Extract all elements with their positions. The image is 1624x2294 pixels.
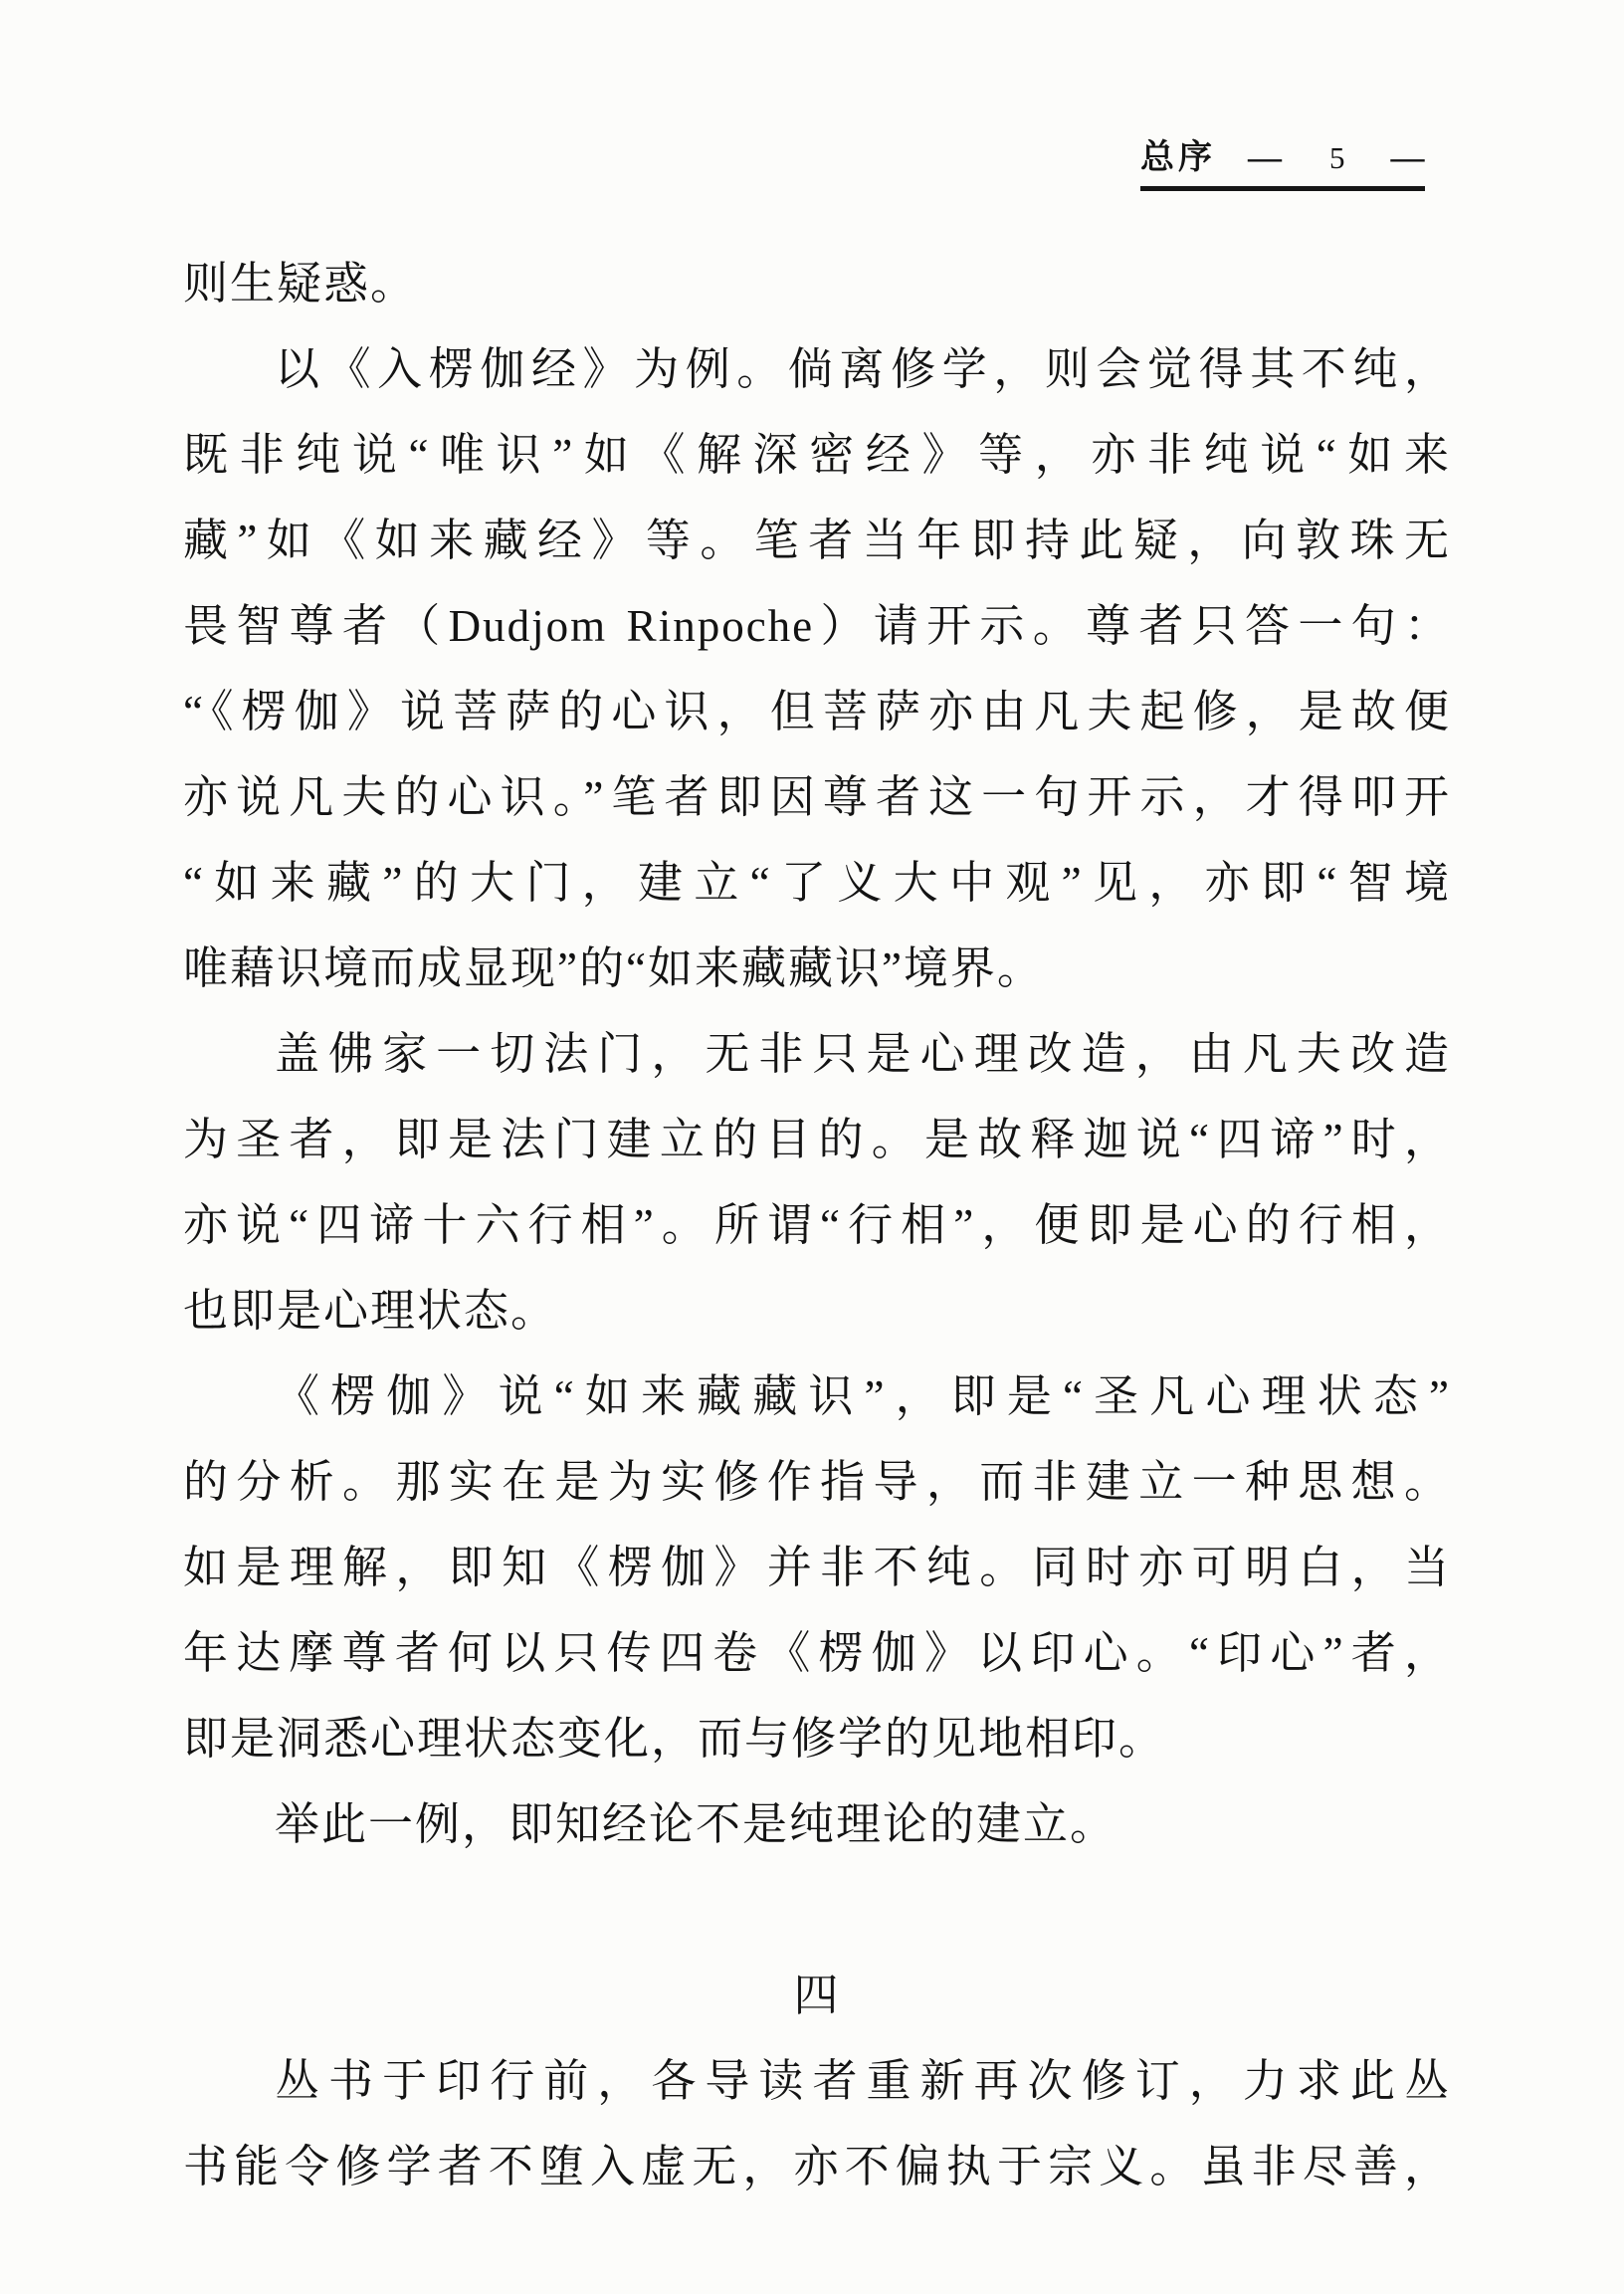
text-line: 唯藉识境而成显现”的“如来藏藏识”境界。 — [183, 943, 1044, 993]
text-line: 亦说凡夫的心识。”笔者即因尊者这一句开示，才得叩开 — [183, 772, 1451, 822]
text-line: 年达摩尊者何以只传四卷《楞伽》以印心。“印心”者， — [183, 1628, 1451, 1678]
page-number: 5 — [1329, 140, 1345, 175]
text-line: 举此一例，即知经论不是纯理论的建立。 — [275, 1799, 1117, 1849]
text-line: 以《入楞伽经》为例。倘离修学，则会觉得其不纯， — [275, 344, 1451, 394]
page-header — [1140, 139, 1425, 191]
text-line: 则生疑惑。 — [183, 259, 418, 309]
text-line: 亦说“四谛十六行相”。所谓“行相”，便即是心的行相， — [183, 1200, 1451, 1250]
text-line: 书能令修学者不堕入虚无，亦不偏执于宗义。虽非尽善， — [183, 2142, 1451, 2191]
text-line: “如来藏”的大门，建立“了义大中观”见，亦即“智境 — [183, 858, 1451, 908]
text-line: 藏”如《如来藏经》等。笔者当年即持此疑，向敦珠无 — [183, 516, 1451, 565]
text-line: 丛书于印行前，各导读者重新再次修订，力求此丛 — [275, 2056, 1451, 2106]
header-dash-right: — — [1390, 139, 1425, 176]
body-text — [183, 241, 1451, 2209]
text-line: 如是理解，即知《楞伽》并非不纯。同时亦可明白，当 — [183, 1543, 1451, 1592]
text-line: 也即是心理状态。 — [183, 1286, 558, 1336]
text-line: 的分析。那实在是为实修作指导，而非建立一种思想。 — [183, 1457, 1451, 1507]
text-line: 即是洞悉心理状态变化，而与修学的见地相印。 — [183, 1714, 1166, 1764]
text-line: “《楞伽》说菩萨的心识，但菩萨亦由凡夫起修，是故便 — [183, 687, 1451, 736]
text-line: 畏智尊者（Dudjom Rinpoche）请开示。尊者只答一句： — [183, 601, 1451, 651]
paragraph-spacer — [183, 1867, 1451, 1953]
header-dash-left: — — [1248, 139, 1282, 176]
section-heading: 四 — [793, 1971, 841, 2020]
text-line: 为圣者，即是法门建立的目的。是故释迦说“四谛”时， — [183, 1115, 1451, 1164]
text-line: 既非纯说“唯识”如《解深密经》等，亦非纯说“如来 — [183, 430, 1451, 480]
text-line: 《楞伽》说“如来藏藏识”，即是“圣凡心理状态” — [275, 1371, 1451, 1421]
text-line: 盖佛家一切法门，无非只是心理改造，由凡夫改造 — [275, 1029, 1451, 1079]
header-section-title: 总序 — [1140, 139, 1216, 176]
